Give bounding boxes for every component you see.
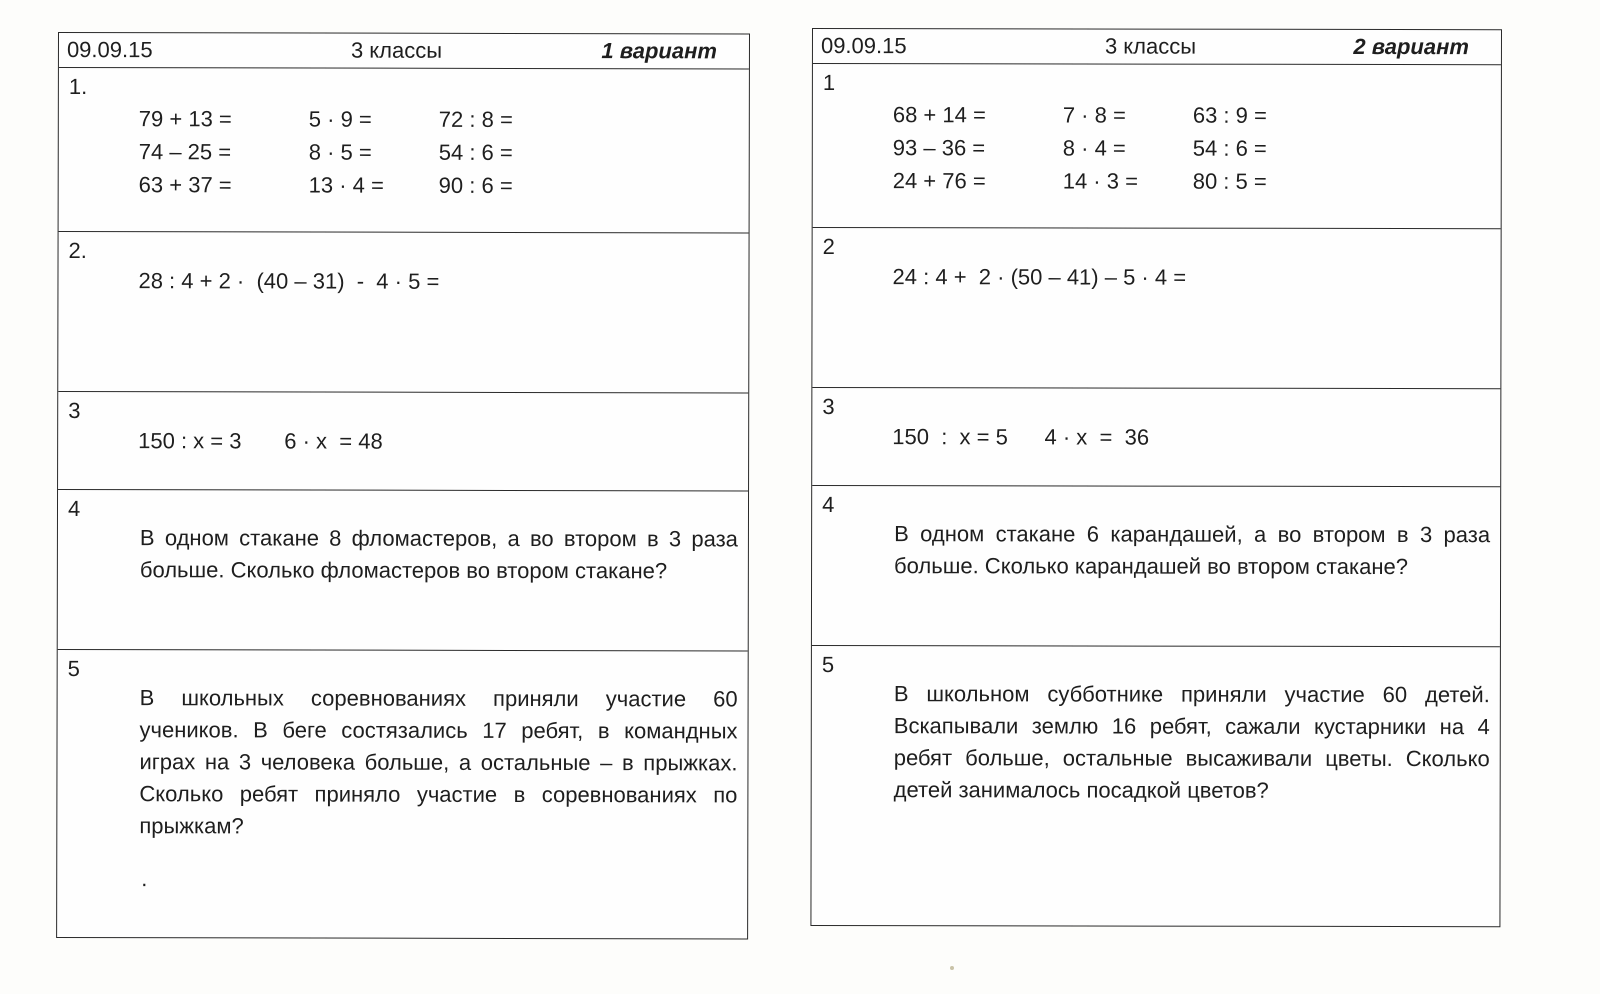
grid-cell: 63 : 9 = — [1192, 102, 1267, 128]
grid-cell: 54 : 6 = — [438, 139, 513, 165]
grid-cell: 13 · 4 = — [308, 172, 384, 198]
grid-row — [893, 98, 1313, 132]
task-4 — [58, 490, 748, 651]
task-number: 5 — [821, 652, 835, 678]
task-3 — [58, 392, 748, 491]
task-number: 3 — [68, 398, 81, 424]
task-4 — [812, 486, 1500, 647]
trailing-mark: . — [141, 866, 148, 892]
task-3 — [812, 388, 1500, 487]
task-number: 5 — [67, 656, 80, 682]
grade-label: 3 классы — [350, 37, 443, 63]
task-number: 4 — [822, 492, 835, 518]
grid-cell: 24 + 76 = — [892, 167, 986, 193]
task-2 — [58, 232, 748, 393]
date-label: 09.09.15 — [66, 37, 153, 63]
grid-cell: 54 : 6 = — [1192, 135, 1267, 161]
grid-cell: 14 · 3 = — [1062, 167, 1138, 194]
grade-label: 3 классы — [1104, 33, 1197, 59]
grid-row — [893, 164, 1313, 198]
grid-cell: 79 + 13 = — [138, 105, 232, 131]
variant-label: 2 вариант — [1353, 33, 1469, 60]
task-1 — [813, 64, 1501, 229]
task-number: 1. — [68, 74, 88, 100]
card-header — [59, 33, 749, 69]
grid-row — [139, 135, 559, 169]
grid-row — [893, 131, 1313, 165]
grid-cell: 8 · 5 = — [308, 139, 372, 165]
grid-cell: 72 : 8 = — [438, 106, 513, 132]
arithmetic-grid — [139, 102, 559, 202]
task-number: 2. — [68, 238, 87, 264]
grid-cell: 7 · 8 = — [1062, 101, 1126, 128]
grid-row — [139, 102, 559, 136]
grid-cell: 68 + 14 = — [892, 101, 986, 127]
task-5 — [57, 650, 748, 939]
task-number: 4 — [67, 496, 81, 522]
expression: 28 : 4 + 2 · (40 – 31) - 4 · 5 = — [138, 268, 440, 294]
task-number: 1 — [822, 70, 836, 96]
grid-cell: 5 · 9 = — [308, 106, 372, 132]
date-label: 09.09.15 — [820, 33, 907, 59]
grid-cell: 93 – 36 = — [892, 134, 986, 160]
equations: 150 : x = 5 4 · x = 36 — [892, 424, 1150, 450]
paper-speck — [950, 966, 954, 970]
grid-cell: 8 · 4 = — [1062, 134, 1126, 161]
grid-row — [139, 168, 559, 202]
task-2 — [812, 228, 1500, 389]
grid-cell: 63 + 37 = — [138, 171, 232, 197]
worksheet-card-variant-1 — [56, 32, 750, 939]
word-problem: В одном стакане 8 фломастеров, а во втором в 3 раза больше. Сколько фломастеров во втором стакане? — [139, 525, 738, 584]
grid-cell: 90 : 6 = — [438, 172, 513, 198]
word-problem: В школьном субботнике приняли участие 60 детей. Вскапывали землю 16 ребят, сажали кустарники на 4 ребят больше, остальные высаживали цветы. Сколько детей занималось посадкой цветов? — [893, 681, 1490, 803]
expression: 24 : 4 + 2 · (50 – 41) – 5 · 4 = — [892, 264, 1187, 290]
worksheet-card-variant-2 — [810, 28, 1502, 927]
task-number: 3 — [822, 394, 835, 420]
card-header — [813, 29, 1501, 65]
task-number: 2 — [822, 234, 835, 260]
word-problem: В одном стакане 6 карандашей, а во втором в 3 раза больше. Сколько карандашей во втором стакане? — [894, 521, 1491, 580]
grid-cell: 80 : 5 = — [1192, 168, 1267, 194]
word-problem: В школьных соревнованиях приняли участие 60 учеников. В беге состязались 17 ребят, в командных играх на 3 человека больше, а остальные – в прыжках. Сколько ребят приняло участие в соревнованиях по прыжкам? — [139, 685, 738, 839]
arithmetic-grid — [893, 98, 1313, 198]
grid-cell: 74 – 25 = — [138, 138, 232, 164]
task-1 — [59, 68, 749, 233]
task-5 — [811, 646, 1500, 935]
equations: 150 : x = 3 6 · x = 48 — [138, 428, 383, 454]
variant-label: 1 вариант — [601, 38, 717, 64]
